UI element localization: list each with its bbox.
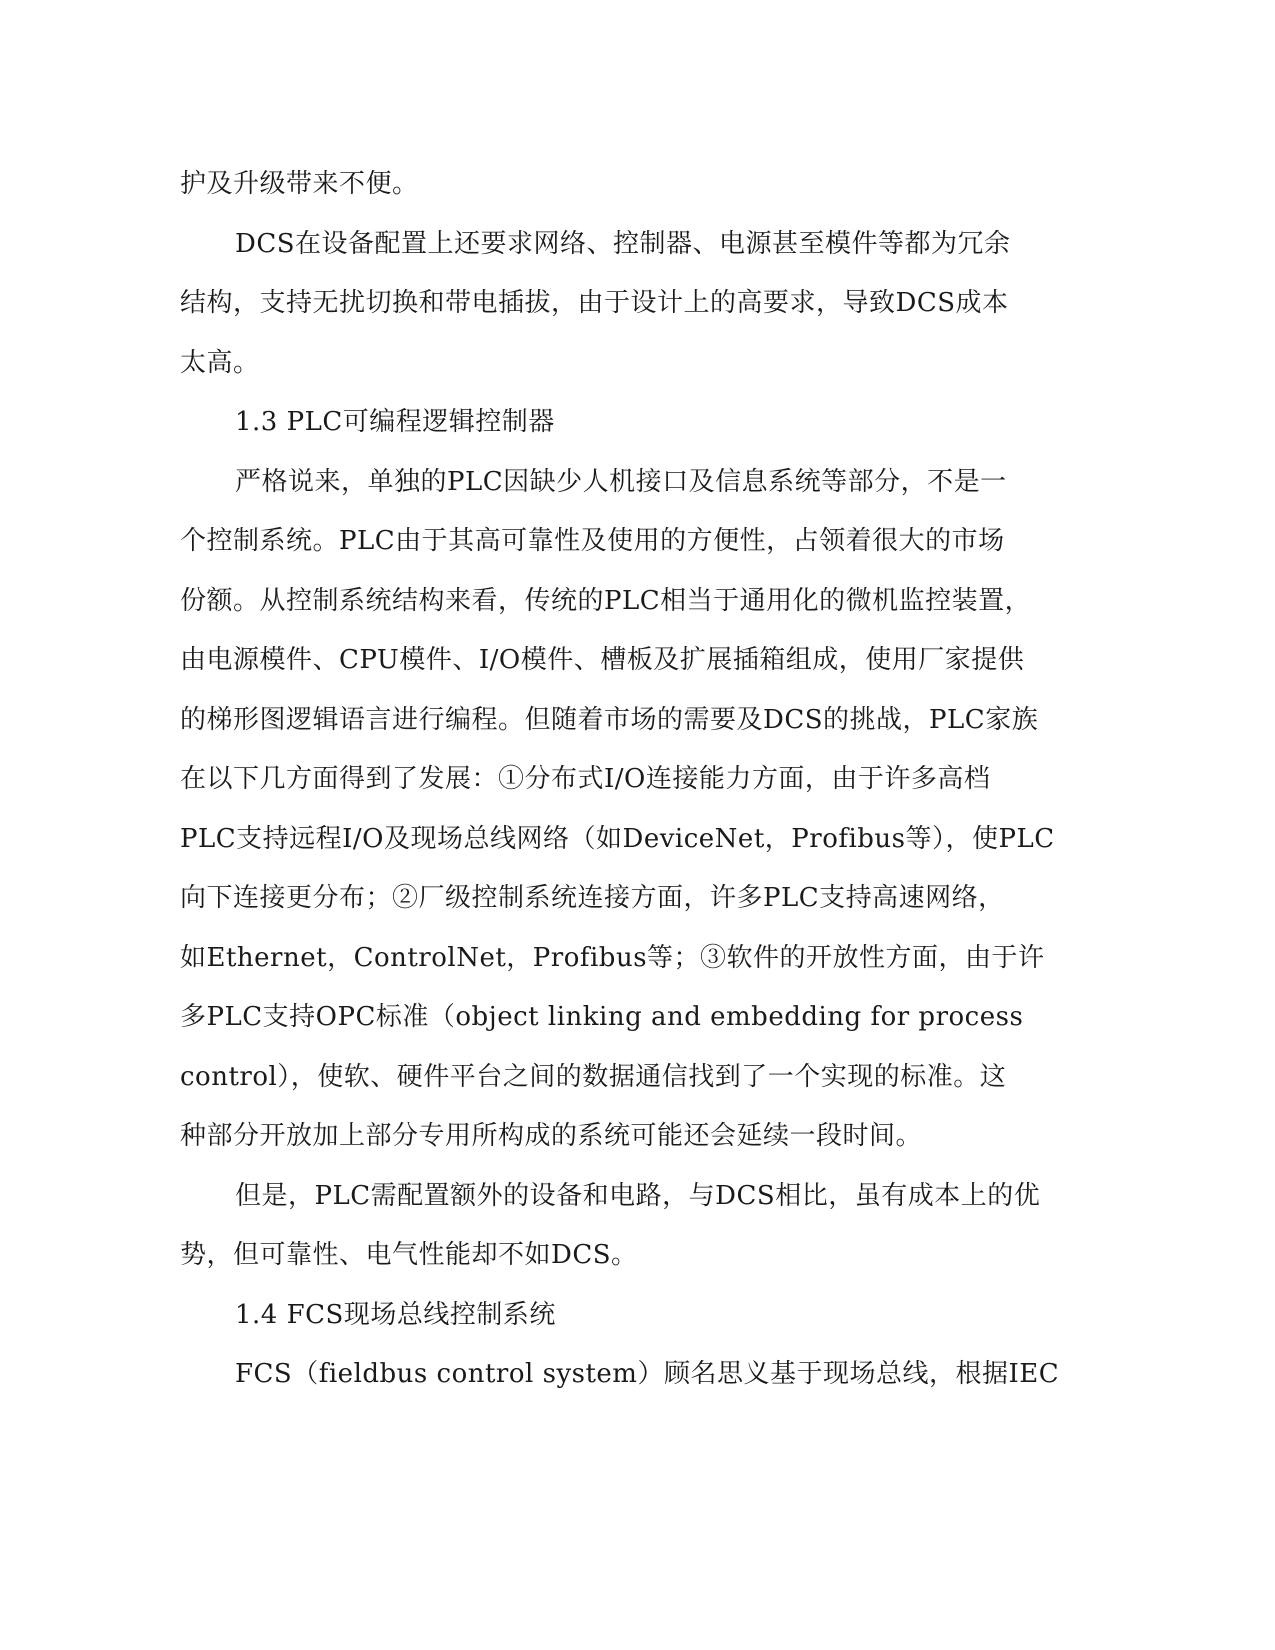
section-heading: 1.4 FCS现场总线控制系统 — [235, 1300, 556, 1330]
paragraph-first-line: 但是，PLC需配置额外的设备和电路，与DCS相比，虽有成本上的优 — [235, 1181, 1041, 1211]
text-line: 由电源模件、CPU模件、I/O模件、槽板及扩展插箱组成，使用厂家提供 — [180, 645, 1025, 675]
text-line: 的梯形图逻辑语言进行编程。但随着市场的需要及DCS的挑战，PLC家族 — [180, 705, 1039, 735]
section-heading: 1.3 PLC可编程逻辑控制器 — [235, 407, 555, 437]
text-line: 在以下几方面得到了发展：①分布式I/O连接能力方面，由于许多高档 — [180, 764, 991, 794]
text-line: PLC支持远程I/O及现场总线网络（如DeviceNet，Profibus等），使PLC — [180, 824, 1055, 854]
paragraph-first-line: DCS在设备配置上还要求网络、控制器、电源甚至模件等都为冗余 — [235, 229, 1011, 259]
text-line: 太高。 — [180, 348, 260, 378]
paragraph-first-line: 严格说来，单独的PLC因缺少人机接口及信息系统等部分，不是一 — [235, 467, 1007, 497]
text-line: 向下连接更分布；②厂级控制系统连接方面，许多PLC支持高速网络， — [180, 883, 1005, 913]
text-line: 份额。从控制系统结构来看，传统的PLC相当于通用化的微机监控装置， — [180, 586, 1032, 616]
text-line: 个控制系统。PLC由于其高可靠性及使用的方便性，占领着很大的市场 — [180, 526, 1005, 556]
paragraph-first-line: FCS（fieldbus control system）顾名思义基于现场总线，根据IEC — [235, 1359, 1060, 1389]
text-line: 如Ethernet，ControlNet，Profibus等；③软件的开放性方面，由于许 — [180, 943, 1045, 973]
text-line: 结构，支持无扰切换和带电插拔，由于设计上的高要求，导致DCS成本 — [180, 288, 1009, 318]
text-line: 势，但可靠性、电气性能却不如DCS。 — [180, 1240, 638, 1270]
text-line: 护及升级带来不便。 — [180, 169, 419, 199]
text-line: 种部分开放加上部分专用所构成的系统可能还会延续一段时间。 — [180, 1121, 923, 1151]
text-line: control），使软、硬件平台之间的数据通信找到了一个实现的标准。这 — [180, 1062, 1007, 1092]
text-line: 多PLC支持OPC标准（object linking and embedding for process — [180, 1002, 1024, 1032]
